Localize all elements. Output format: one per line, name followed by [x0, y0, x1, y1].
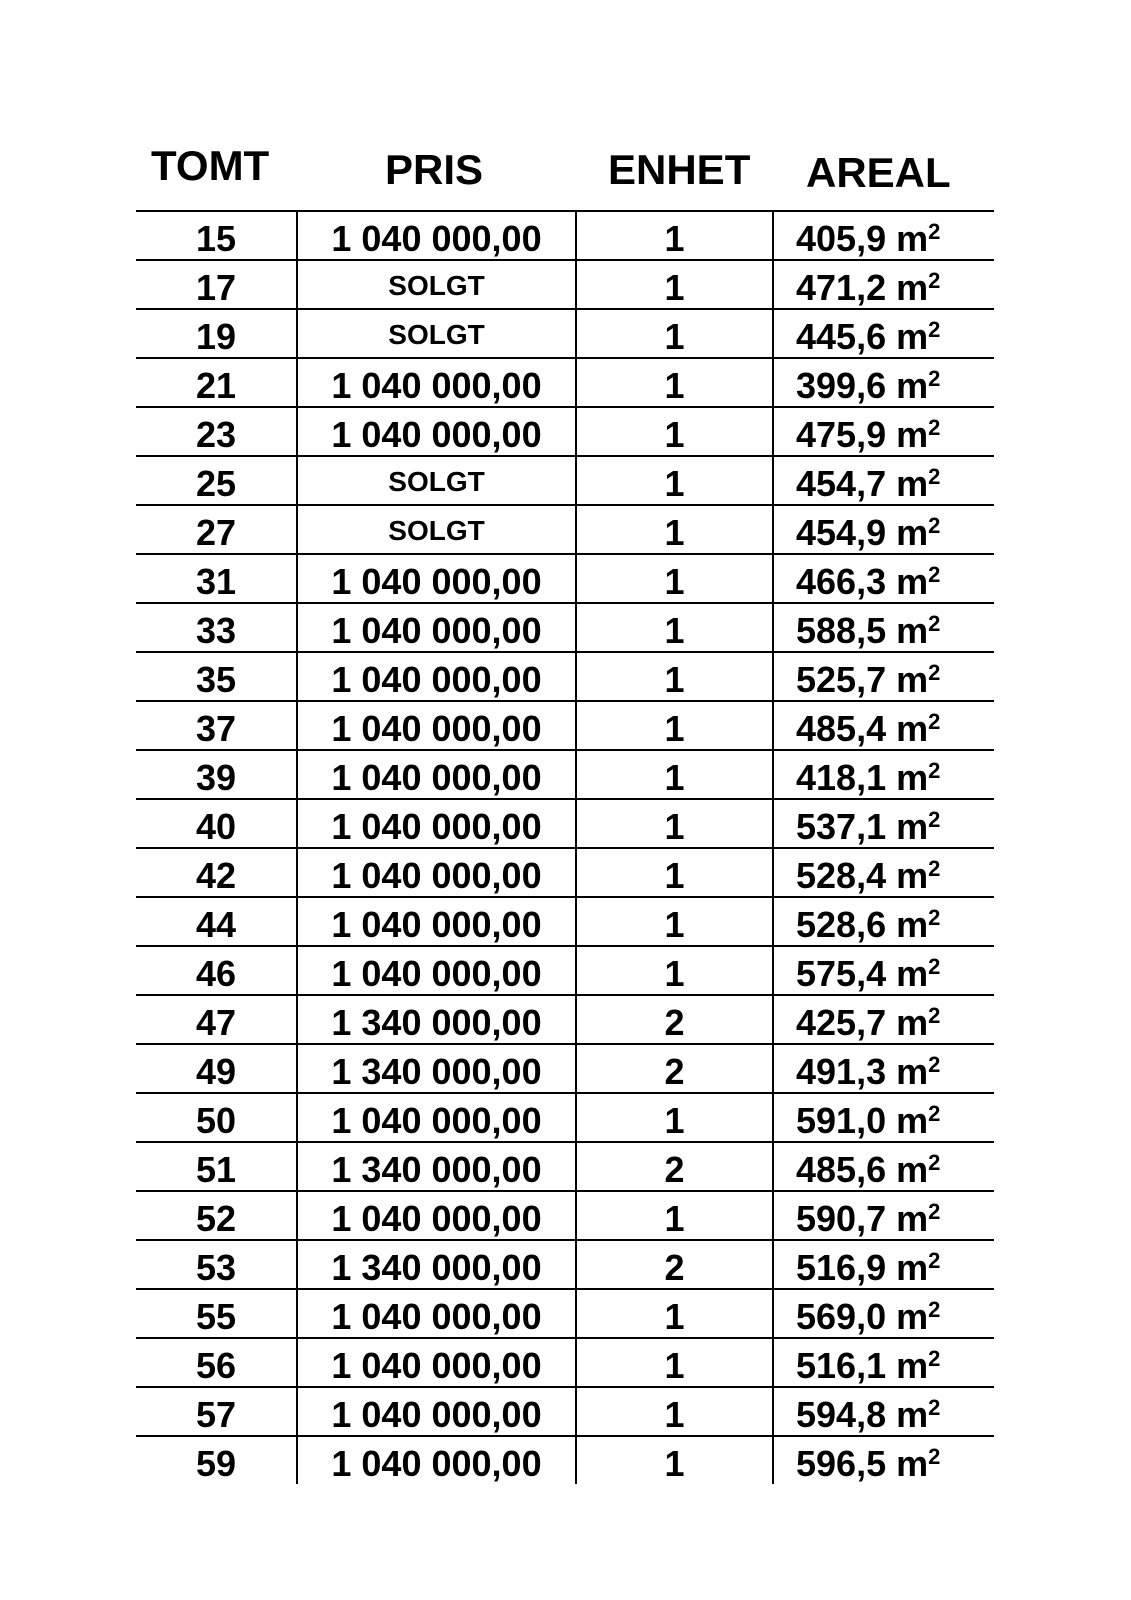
areal-cell	[774, 1339, 994, 1386]
unit-superscript: 2	[928, 1150, 941, 1175]
tomt-cell: 40	[195, 806, 237, 847]
areal-cell	[774, 310, 994, 357]
unit-base: m	[896, 1051, 929, 1092]
enhet-cell: 1	[664, 610, 685, 651]
tomt-cell: 25	[195, 463, 237, 504]
unit-superscript: 2	[928, 807, 941, 832]
tomt-cell: 19	[195, 316, 237, 357]
table-row	[136, 1190, 994, 1239]
unit-base: m	[896, 1345, 929, 1386]
areal-value: 471,2	[796, 267, 887, 308]
areal-cell	[774, 1388, 994, 1435]
unit-superscript: 2	[928, 1444, 941, 1469]
pris-cell: 1 040 000,00	[331, 1394, 542, 1435]
areal-unit	[896, 855, 941, 896]
enhet-cell: 1	[664, 512, 685, 553]
unit-superscript: 2	[928, 1199, 941, 1224]
areal-cell	[774, 653, 994, 700]
unit-base: m	[896, 806, 929, 847]
enhet-cell: 1	[664, 267, 685, 308]
table-row	[136, 896, 994, 945]
tomt-cell: 53	[195, 1247, 237, 1288]
areal-cell	[774, 751, 994, 798]
unit-superscript: 2	[928, 660, 941, 685]
unit-superscript: 2	[928, 1248, 941, 1273]
tomt-cell: 49	[195, 1051, 237, 1092]
table-row	[136, 1141, 994, 1190]
areal-unit	[896, 561, 941, 602]
unit-superscript: 2	[928, 219, 941, 244]
areal-value: 569,0	[796, 1296, 887, 1337]
unit-superscript: 2	[928, 1346, 941, 1371]
table-row	[136, 553, 994, 602]
areal-unit	[896, 316, 941, 357]
areal-value: 590,7	[796, 1198, 887, 1239]
pris-cell: 1 340 000,00	[331, 1149, 542, 1190]
areal-unit	[896, 463, 941, 504]
areal-unit	[896, 1394, 941, 1435]
table-row	[136, 1239, 994, 1288]
tomt-cell: 39	[195, 757, 237, 798]
pris-cell: 1 040 000,00	[331, 365, 542, 406]
areal-unit	[896, 365, 941, 406]
pris-cell: 1 040 000,00	[331, 561, 542, 602]
areal-cell	[774, 555, 994, 602]
table-row	[136, 700, 994, 749]
table-row	[136, 504, 994, 553]
unit-superscript: 2	[928, 464, 941, 489]
areal-value: 516,1	[796, 1345, 887, 1386]
pris-cell: 1 040 000,00	[331, 610, 542, 651]
enhet-cell: 2	[664, 1149, 685, 1190]
areal-cell	[774, 457, 994, 504]
unit-base: m	[896, 1198, 929, 1239]
tomt-cell: 15	[195, 218, 237, 259]
tomt-cell: 31	[195, 561, 237, 602]
areal-value: 537,1	[796, 806, 887, 847]
unit-base: m	[896, 1149, 929, 1190]
areal-value: 454,7	[796, 463, 887, 504]
areal-value: 516,9	[796, 1247, 887, 1288]
enhet-cell: 1	[664, 218, 685, 259]
tomt-cell: 46	[195, 953, 237, 994]
areal-unit	[896, 659, 941, 700]
pris-cell: 1 040 000,00	[331, 1345, 542, 1386]
areal-value: 525,7	[796, 659, 887, 700]
header-tomt: TOMT	[151, 142, 270, 189]
pris-cell: 1 340 000,00	[331, 1051, 542, 1092]
unit-base: m	[896, 414, 929, 455]
areal-unit	[896, 708, 941, 749]
areal-unit	[896, 218, 941, 259]
unit-base: m	[896, 953, 929, 994]
areal-cell	[774, 359, 994, 406]
table-row	[136, 945, 994, 994]
pris-cell: 1 040 000,00	[331, 1296, 542, 1337]
areal-value: 425,7	[796, 1002, 887, 1043]
pris-cell: 1 340 000,00	[331, 1002, 542, 1043]
areal-cell	[774, 996, 994, 1043]
areal-value: 588,5	[796, 610, 887, 651]
areal-cell	[774, 800, 994, 847]
areal-value: 466,3	[796, 561, 887, 602]
unit-base: m	[896, 1247, 929, 1288]
pris-cell: SOLGT	[388, 515, 485, 546]
pris-cell: 1 040 000,00	[331, 708, 542, 749]
unit-base: m	[896, 365, 929, 406]
unit-base: m	[896, 757, 929, 798]
areal-cell	[774, 1045, 994, 1092]
table-row	[136, 308, 994, 357]
unit-superscript: 2	[928, 1003, 941, 1028]
enhet-cell: 1	[664, 806, 685, 847]
table-row	[136, 798, 994, 847]
pris-cell: 1 040 000,00	[331, 414, 542, 455]
unit-base: m	[896, 855, 929, 896]
unit-base: m	[896, 463, 929, 504]
table-row	[136, 1092, 994, 1141]
tomt-cell: 42	[195, 855, 237, 896]
areal-unit	[896, 1100, 941, 1141]
header-pris: PRIS	[385, 146, 484, 193]
table-row	[136, 406, 994, 455]
areal-cell	[774, 604, 994, 651]
pris-cell: 1 040 000,00	[331, 659, 542, 700]
areal-value: 418,1	[796, 757, 887, 798]
areal-value: 528,4	[796, 855, 887, 896]
areal-cell	[774, 408, 994, 455]
areal-unit	[896, 806, 941, 847]
areal-value: 485,6	[796, 1149, 887, 1190]
unit-base: m	[896, 512, 929, 553]
areal-unit	[896, 953, 941, 994]
areal-unit	[896, 610, 941, 651]
unit-base: m	[896, 708, 929, 749]
unit-base: m	[896, 1394, 929, 1435]
areal-unit	[896, 1198, 941, 1239]
areal-value: 594,8	[796, 1394, 887, 1435]
table-row	[136, 1435, 994, 1484]
pris-cell: 1 040 000,00	[331, 757, 542, 798]
unit-superscript: 2	[928, 611, 941, 636]
pris-cell: 1 040 000,00	[331, 855, 542, 896]
unit-base: m	[896, 267, 929, 308]
areal-value: 591,0	[796, 1100, 887, 1141]
areal-cell	[774, 1241, 994, 1288]
tomt-cell: 55	[195, 1296, 237, 1337]
enhet-cell: 2	[664, 1051, 685, 1092]
table-row	[136, 1043, 994, 1092]
areal-unit	[896, 414, 941, 455]
enhet-cell: 2	[664, 1002, 685, 1043]
table-row	[136, 1288, 994, 1337]
tomt-cell: 50	[195, 1100, 237, 1141]
tomt-cell: 47	[195, 1002, 237, 1043]
unit-superscript: 2	[928, 758, 941, 783]
tomt-cell: 57	[195, 1394, 237, 1435]
tomt-cell: 33	[195, 610, 237, 651]
areal-cell	[774, 849, 994, 896]
plot-table	[136, 210, 994, 1484]
enhet-cell: 1	[664, 1345, 685, 1386]
areal-unit	[896, 1051, 941, 1092]
unit-base: m	[896, 610, 929, 651]
areal-cell	[774, 947, 994, 994]
tomt-cell: 51	[195, 1149, 237, 1190]
enhet-cell: 1	[664, 463, 685, 504]
pris-cell: 1 040 000,00	[331, 1100, 542, 1141]
unit-superscript: 2	[928, 856, 941, 881]
areal-cell	[774, 702, 994, 749]
header-areal: AREAL	[806, 149, 951, 196]
table-row	[136, 602, 994, 651]
table-row	[136, 651, 994, 700]
unit-base: m	[896, 561, 929, 602]
pris-cell: 1 340 000,00	[331, 1247, 542, 1288]
header-enhet: ENHET	[608, 146, 751, 193]
areal-value: 528,6	[796, 904, 887, 945]
table-row	[136, 1386, 994, 1435]
enhet-cell: 1	[664, 1394, 685, 1435]
areal-value: 491,3	[796, 1051, 887, 1092]
unit-base: m	[896, 218, 929, 259]
areal-unit	[896, 1149, 941, 1190]
tomt-cell: 17	[195, 267, 237, 308]
areal-value: 454,9	[796, 512, 887, 553]
tomt-cell: 44	[195, 904, 237, 945]
areal-unit	[896, 1296, 941, 1337]
pris-cell: 1 040 000,00	[331, 806, 542, 847]
unit-superscript: 2	[928, 905, 941, 930]
areal-value: 575,4	[796, 953, 887, 994]
unit-superscript: 2	[928, 513, 941, 538]
enhet-cell: 1	[664, 659, 685, 700]
areal-unit	[896, 1345, 941, 1386]
enhet-cell: 1	[664, 561, 685, 602]
areal-unit	[896, 1247, 941, 1288]
areal-unit	[896, 904, 941, 945]
enhet-cell: 1	[664, 316, 685, 357]
table-row	[136, 994, 994, 1043]
pris-cell: SOLGT	[388, 466, 485, 497]
pris-cell: 1 040 000,00	[331, 904, 542, 945]
unit-superscript: 2	[928, 1297, 941, 1322]
table-row	[136, 847, 994, 896]
unit-base: m	[896, 1296, 929, 1337]
table-row	[136, 749, 994, 798]
areal-value: 485,4	[796, 708, 887, 749]
areal-cell	[774, 898, 994, 945]
unit-base: m	[896, 1100, 929, 1141]
enhet-cell: 1	[664, 1443, 685, 1484]
tomt-cell: 59	[195, 1443, 237, 1484]
enhet-cell: 1	[664, 904, 685, 945]
tomt-cell: 52	[195, 1198, 237, 1239]
tomt-cell: 27	[195, 512, 237, 553]
enhet-cell: 1	[664, 365, 685, 406]
pris-cell: 1 040 000,00	[331, 218, 542, 259]
unit-superscript: 2	[928, 1052, 941, 1077]
enhet-cell: 1	[664, 414, 685, 455]
areal-cell	[774, 1094, 994, 1141]
unit-superscript: 2	[928, 709, 941, 734]
pris-cell: 1 040 000,00	[331, 953, 542, 994]
unit-superscript: 2	[928, 366, 941, 391]
areal-cell	[774, 261, 994, 308]
areal-cell	[774, 1437, 994, 1484]
unit-base: m	[896, 1002, 929, 1043]
unit-superscript: 2	[928, 415, 941, 440]
unit-superscript: 2	[928, 1101, 941, 1126]
pris-cell: SOLGT	[388, 270, 485, 301]
areal-unit	[896, 757, 941, 798]
areal-unit	[896, 512, 941, 553]
unit-superscript: 2	[928, 317, 941, 342]
tomt-cell: 35	[195, 659, 237, 700]
areal-value: 405,9	[796, 218, 887, 259]
areal-cell	[774, 1290, 994, 1337]
unit-superscript: 2	[928, 268, 941, 293]
table-row	[136, 259, 994, 308]
unit-base: m	[896, 659, 929, 700]
table-row	[136, 210, 994, 259]
areal-unit	[896, 1443, 941, 1484]
table-row	[136, 455, 994, 504]
pris-cell: SOLGT	[388, 319, 485, 350]
unit-base: m	[896, 904, 929, 945]
unit-superscript: 2	[928, 954, 941, 979]
areal-cell	[774, 506, 994, 553]
unit-base: m	[896, 316, 929, 357]
areal-value: 475,9	[796, 414, 887, 455]
table-row	[136, 357, 994, 406]
unit-superscript: 2	[928, 1395, 941, 1420]
enhet-cell: 1	[664, 757, 685, 798]
enhet-cell: 1	[664, 1198, 685, 1239]
unit-base: m	[896, 1443, 929, 1484]
table-row	[136, 1337, 994, 1386]
tomt-cell: 56	[195, 1345, 237, 1386]
areal-cell	[774, 1143, 994, 1190]
areal-cell	[774, 212, 994, 259]
enhet-cell: 2	[664, 1247, 685, 1288]
areal-cell	[774, 1192, 994, 1239]
enhet-cell: 1	[664, 1100, 685, 1141]
unit-superscript: 2	[928, 562, 941, 587]
enhet-cell: 1	[664, 708, 685, 749]
enhet-cell: 1	[664, 855, 685, 896]
tomt-cell: 23	[195, 414, 237, 455]
pris-cell: 1 040 000,00	[331, 1198, 542, 1239]
pris-cell: 1 040 000,00	[331, 1443, 542, 1484]
areal-unit	[896, 1002, 941, 1043]
enhet-cell: 1	[664, 1296, 685, 1337]
areal-value: 399,6	[796, 365, 887, 406]
tomt-cell: 37	[195, 708, 237, 749]
areal-unit	[896, 267, 941, 308]
areal-value: 445,6	[796, 316, 887, 357]
areal-value: 596,5	[796, 1443, 887, 1484]
enhet-cell: 1	[664, 953, 685, 994]
tomt-cell: 21	[195, 365, 237, 406]
